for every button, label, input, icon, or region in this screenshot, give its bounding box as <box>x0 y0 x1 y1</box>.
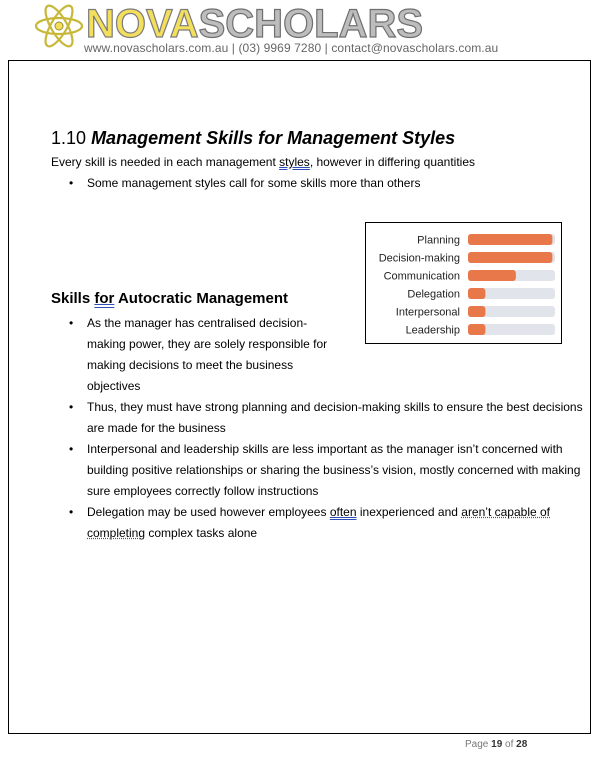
page-label: Page <box>465 739 492 750</box>
list-item: • Some management styles call for some skills more than others <box>69 173 569 194</box>
list-item: • As the manager has centralised decision-making power, they are solely responsible for making decisions to meet the business objectives <box>69 313 345 397</box>
bar-label-decision-making: Decision-making <box>378 252 460 265</box>
intro-styles-word: styles <box>279 155 310 169</box>
often-word: often <box>329 505 357 519</box>
bar-label-interpersonal: Interpersonal <box>395 306 460 319</box>
atom-logo-icon <box>34 3 84 49</box>
subsection-bullet-list <box>69 313 589 544</box>
section-heading <box>51 128 455 149</box>
bar-delegation <box>468 288 485 299</box>
delegation-text-middle: inexperienced and <box>356 505 462 519</box>
contact-line: www.novascholars.com.au | (03) 9969 7280 | contact@novascholars.com.au <box>84 41 499 55</box>
list-item: • Thus, they must have strong planning and decision-making skills to ensure the best decisions are made for the business <box>69 397 589 439</box>
bar-planning <box>468 234 552 245</box>
page-number <box>465 739 527 750</box>
list-item <box>69 502 589 544</box>
intro-text-after: , however in differing quantities <box>309 155 476 169</box>
logo-nova: NOVA <box>86 2 199 46</box>
bar-decision-making <box>468 252 552 263</box>
subsection-title-part2: Autocratic Management <box>114 290 289 307</box>
page-current: 19 <box>491 739 503 750</box>
logo-scholars: SCHOLARS <box>198 2 424 46</box>
brand-logo <box>86 4 423 44</box>
bar-label-leadership: Leadership <box>405 324 460 337</box>
subsection-title-for: for <box>94 290 115 307</box>
section-title: Management Skills for Management Styles <box>91 128 456 148</box>
list-item: • Interpersonal and leadership skills are less important as the manager isn’t concerned with building positive relationships or sharing the business’s vision, mostly concerned with making sure employees correctly follow instructions <box>69 439 589 502</box>
section-bullet-list <box>69 173 569 194</box>
intro-paragraph <box>51 155 475 169</box>
page-header <box>0 0 600 58</box>
intro-text-before: Every skill is needed in each management <box>51 155 280 169</box>
page-total: 28 <box>516 739 528 750</box>
subsection-heading <box>51 290 288 307</box>
delegation-text-before: Delegation may be used however employees <box>87 505 330 519</box>
bar-label-delegation: Delegation <box>407 288 460 301</box>
bar-label-planning: Planning <box>417 234 460 247</box>
delegation-text-after: complex tasks alone <box>145 526 258 540</box>
bar-communication <box>468 270 516 281</box>
page-of: of <box>502 739 517 750</box>
bar-label-communication: Communication <box>383 270 460 283</box>
subsection-title-part1: Skills <box>51 290 95 307</box>
section-number: 1.10 <box>51 128 87 148</box>
arent-capable-phrase: aren’t capable of completing <box>87 505 550 540</box>
